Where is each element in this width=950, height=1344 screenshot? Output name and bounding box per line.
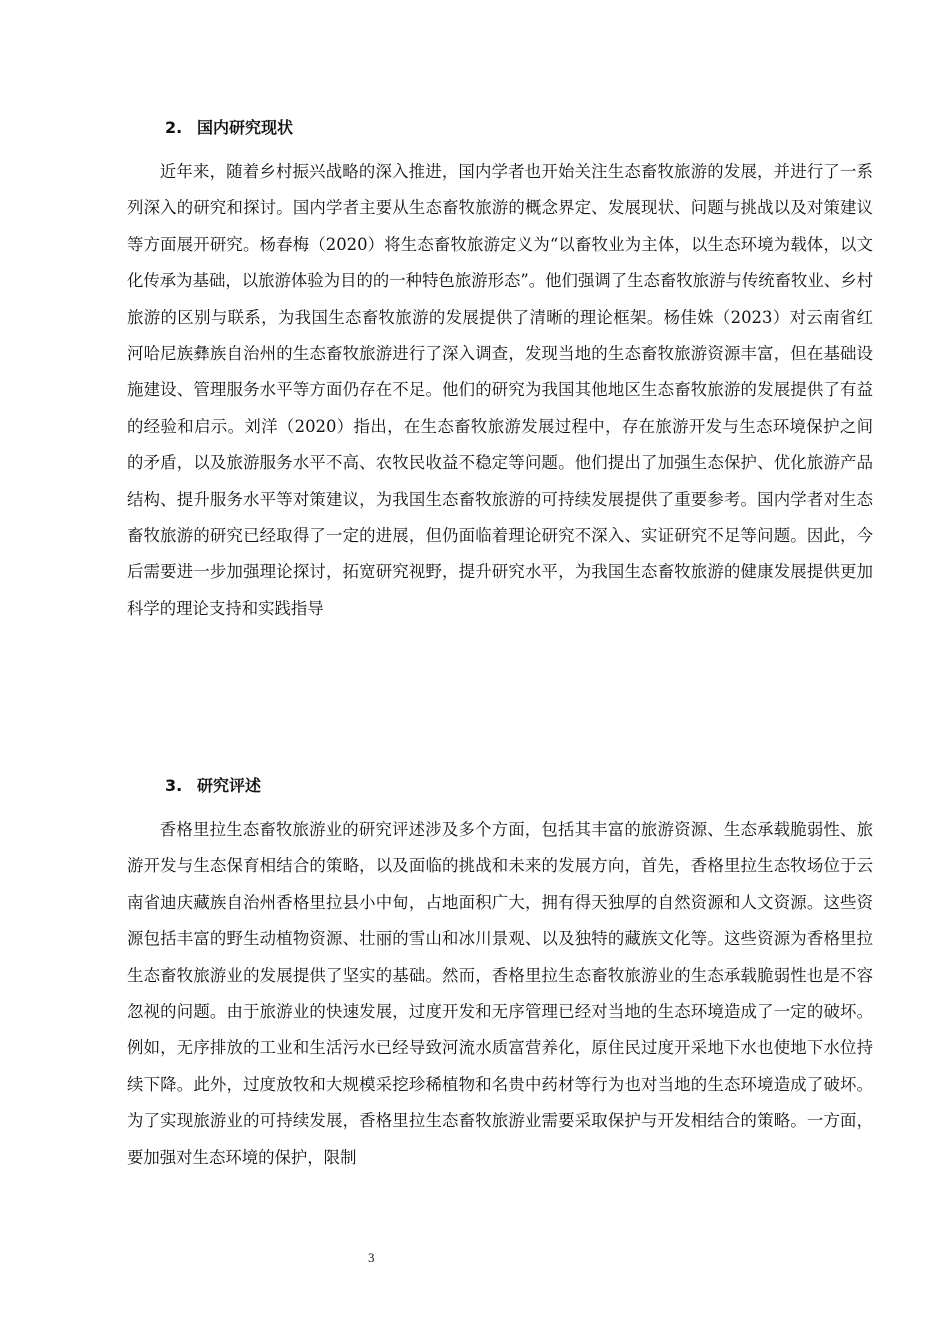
section-paragraph-research-review: 香格里拉生态畜牧旅游业的研究评述涉及多个方面，包括其丰富的旅游资源、生态承载脆弱性、旅游开发与生态保育相结合的策略，以及面临的挑战和未来的发展方向，首先，香格里拉生态牧场位于云南省迪庆藏族自治州香格里拉县小中甸，占地面积广大，拥有得天独厚的自然资源和人文资源。这些资源包括丰富的野生动植物资源、壮丽的雪山和冰川景观、以及独特的藏族文化等。这些资源为香格里拉生态畜牧旅游业的发展提供了坚实的基础。然而，香格里拉生态畜牧旅游业的生态承载脆弱性也是不容忽视的问题。由于旅游业的快速发展，过度开发和无序管理已经对当地的生态环境造成了一定的破坏。例如，无序排放的工业和生活污水已经导致河流水质富营养化，原住民过度开采地下水也使地下水位持续下降。此外，过度放牧和大规模采挖珍稀植物和名贵中药材等行为也对当地的生态环境造成了破坏。为了实现旅游业的可持续发展，香格里拉生态畜牧旅游业需要采取保护与开发相结合的策略。一方面，要加强对生态环境的保护，限制 bbox=[127, 820, 873, 1167]
section-title: 研究评述 bbox=[197, 776, 262, 795]
section-title: 国内研究现状 bbox=[197, 118, 294, 137]
section-number: 2. bbox=[165, 118, 183, 137]
section-number: 3. bbox=[165, 776, 183, 795]
section-heading-domestic-research bbox=[165, 118, 293, 138]
section-paragraph-domestic-research: 近年来，随着乡村振兴战略的深入推进，国内学者也开始关注生态畜牧旅游的发展，并进行了一系列深入的研究和探讨。国内学者主要从生态畜牧旅游的概念界定、发展现状、问题与挑战以及对策建议等方面展开研究。杨春梅（2020）将生态畜牧旅游定义为“以畜牧业为主体，以生态环境为载体，以文化传承为基础，以旅游体验为目的的一种特色旅游形态”。他们强调了生态畜牧旅游与传统畜牧业、乡村旅游的区别与联系，为我国生态畜牧旅游的发展提供了清晰的理论框架。杨佳姝（2023）对云南省红河哈尼族彝族自治州的生态畜牧旅游进行了深入调查，发现当地的生态畜牧旅游资源丰富，但在基础设施建设、管理服务水平等方面仍存在不足。他们的研究为我国其他地区生态畜牧旅游的发展提供了有益的经验和启示。刘洋（2020）指出，在生态畜牧旅游发展过程中，存在旅游开发与生态环境保护之间的矛盾，以及旅游服务水平不高、农牧民收益不稳定等问题。他们提出了加强生态保护、优化旅游产品结构、提升服务水平等对策建议，为我国生态畜牧旅游的可持续发展提供了重要参考。国内学者对生态畜牧旅游的研究已经取得了一定的进展，但仍面临着理论研究不深入、实证研究不足等问题。因此，今后需要进一步加强理论探讨，拓宽研究视野，提升研究水平，为我国生态畜牧旅游的健康发展提供更加科学的理论支持和实践指导 bbox=[127, 162, 873, 618]
section-heading-research-review bbox=[165, 776, 261, 796]
page-number: 3 bbox=[368, 1250, 375, 1265]
